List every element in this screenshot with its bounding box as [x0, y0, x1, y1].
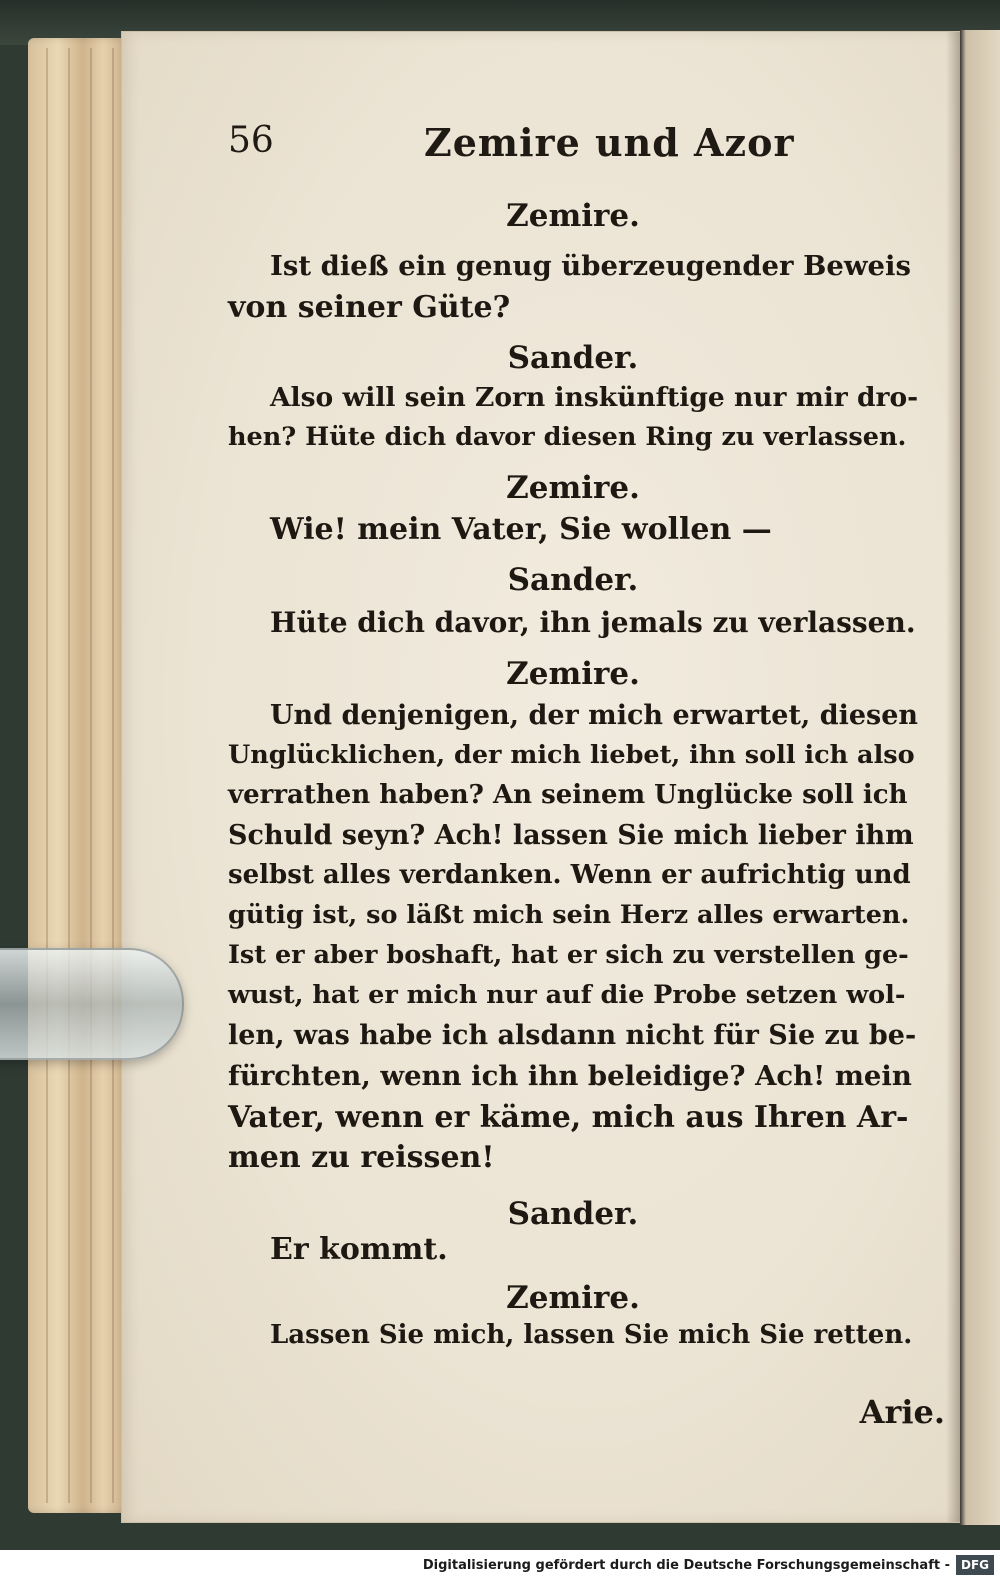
text-line: Schuld seyn? Ach! lassen Sie mich lieber ihm	[228, 820, 914, 851]
catchword: Arie.	[859, 1393, 945, 1431]
speaker-heading: Zemire.	[506, 470, 640, 506]
speaker-heading: Zemire.	[506, 198, 640, 234]
speaker-heading: Zemire.	[506, 1280, 640, 1316]
running-title: Zemire und Azor	[424, 120, 795, 165]
text-line: Ist dieß ein genug überzeugender Beweis	[270, 250, 911, 282]
text-line: hen? Hüte dich davor diesen Ring zu verlassen.	[228, 422, 907, 452]
dfg-logo-icon: DFG	[956, 1555, 994, 1575]
text-line: Lassen Sie mich, lassen Sie mich Sie retten.	[270, 1320, 913, 1350]
speaker-heading: Sander.	[507, 562, 639, 598]
text-line: von seiner Güte?	[228, 290, 511, 325]
text-line: verrathen haben? An seinem Unglücke soll ich	[228, 780, 908, 810]
text-line: Unglücklichen, der mich liebet, ihn soll ich also	[228, 740, 915, 770]
text-line: selbst alles verdanken. Wenn er aufrichtig und	[228, 860, 911, 890]
text-line: Ist er aber boshaft, hat er sich zu verstellen ge-	[228, 940, 909, 970]
text-line: Also will sein Zorn inskünftige nur mir dro-	[270, 382, 919, 413]
text-line: Vater, wenn er käme, mich aus Ihren Ar-	[228, 1100, 909, 1135]
text-line: gütig ist, so läßt mich sein Herz alles erwarten.	[228, 900, 910, 930]
speaker-heading: Sander.	[507, 340, 639, 376]
facing-page-edge	[960, 30, 1000, 1525]
page-number: 56	[228, 120, 274, 161]
text-line: wust, hat er mich nur auf die Probe setzen wol-	[228, 980, 906, 1010]
page-clip-holder	[0, 948, 184, 1060]
text-line: fürchten, wenn ich ihn beleidige? Ach! mein	[228, 1060, 912, 1092]
text-line: Er kommt.	[270, 1232, 448, 1267]
funding-credit: Digitalisierung gefördert durch die Deutsche Forschungsgemeinschaft -	[422, 1558, 950, 1573]
footer-bar	[0, 1550, 1000, 1582]
page-header	[228, 120, 918, 170]
text-line: Wie! mein Vater, Sie wollen —	[270, 512, 772, 547]
text-line: Und denjenigen, der mich erwartet, diesen	[270, 700, 919, 731]
speaker-heading: Sander.	[507, 1196, 639, 1232]
text-line: len, was habe ich alsdann nicht für Sie zu be-	[228, 1020, 917, 1051]
speaker-heading: Zemire.	[506, 656, 640, 692]
book-page-edges	[28, 38, 128, 1513]
text-line: men zu reissen!	[228, 1140, 495, 1175]
text-line: Hüte dich davor, ihn jemals zu verlassen.	[270, 606, 916, 639]
